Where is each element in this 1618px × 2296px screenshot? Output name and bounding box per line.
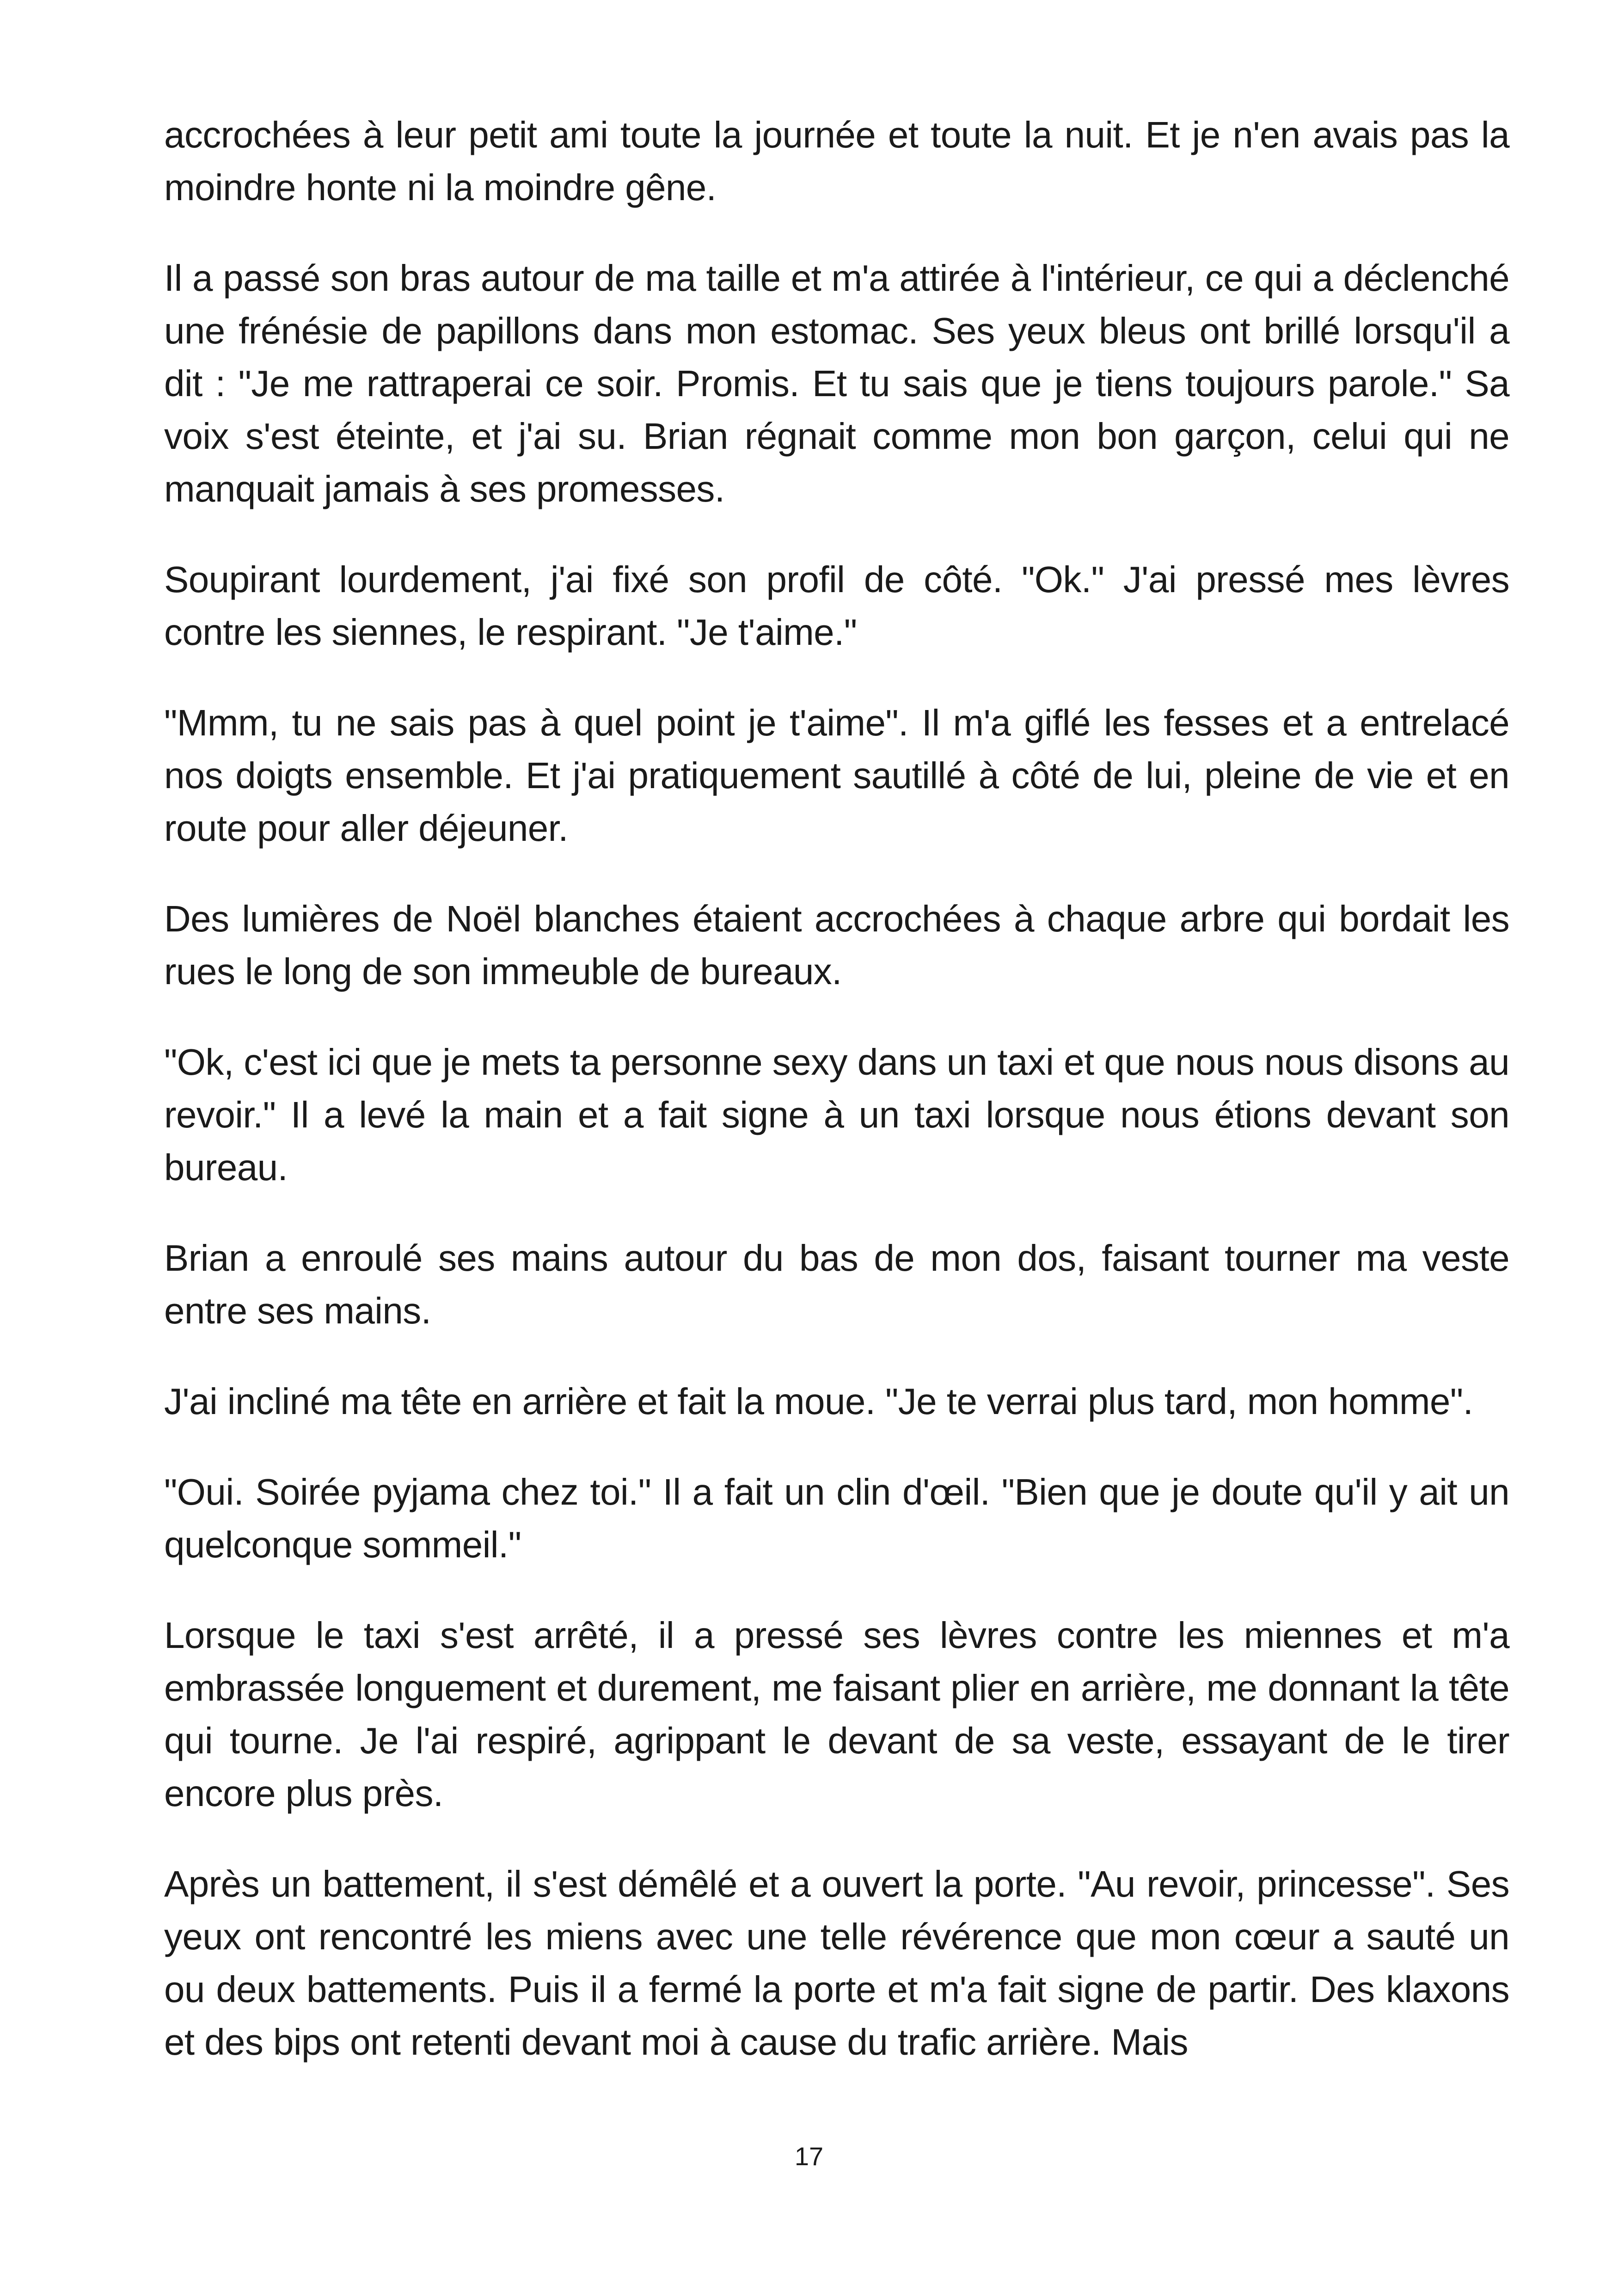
- paragraph: "Oui. Soirée pyjama chez toi." Il a fait un clin d'œil. "Bien que je doute qu'il y ait un quelconque sommeil.": [164, 1471, 1509, 1565]
- paragraph: Brian a enroulé ses mains autour du bas de mon dos, faisant tourner ma veste entre ses mains.: [164, 1237, 1509, 1331]
- paragraph: "Ok, c'est ici que je mets ta personne sexy dans un taxi et que nous nous disons au revoir." Il a levé la main et a fait signe à un taxi lorsque nous étions devant son bureau.: [164, 1041, 1509, 1188]
- paragraph: Il a passé son bras autour de ma taille et m'a attirée à l'intérieur, ce qui a déclenché une frénésie de papillons dans mon estomac. Ses yeux bleus ont brillé lorsqu'il a dit : "Je me rattraperai ce soir. Promis. Et tu sais que je tiens toujours parole." Sa voix s'est éteinte, et j'ai su. Brian régnait comme mon bon garçon, celui qui ne manquait jamais à ses promesses.: [164, 257, 1509, 509]
- paragraph: Après un battement, il s'est démêlé et a ouvert la porte. "Au revoir, princesse". Ses yeux ont rencontré les miens avec une telle révérence que mon cœur a sauté un ou deux battements. Puis il a fermé la porte et m'a fait signe de partir. Des klaxons et des bips ont retenti devant moi à cause du trafic arrière. Mais: [164, 1863, 1509, 2063]
- page-number: 17: [794, 2142, 824, 2171]
- paragraph: Des lumières de Noël blanches étaient accrochées à chaque arbre qui bordait les rues le long de son immeuble de bureaux.: [164, 898, 1509, 992]
- paragraph: "Mmm, tu ne sais pas à quel point je t'aime". Il m'a giflé les fesses et a entrelacé nos doigts ensemble. Et j'ai pratiquement sautillé à côté de lui, pleine de vie et en route pour aller déjeuner.: [164, 702, 1509, 849]
- page-body: [164, 109, 1509, 2106]
- paragraph: J'ai incliné ma tête en arrière et fait la moue. "Je te verrai plus tard, mon homme".: [164, 1381, 1473, 1422]
- paragraph: Soupirant lourdement, j'ai fixé son profil de côté. "Ok." J'ai pressé mes lèvres contre les siennes, le respirant. "Je t'aime.": [164, 559, 1509, 653]
- paragraph: Lorsque le taxi s'est arrêté, il a pressé ses lèvres contre les miennes et m'a embrassée longuement et durement, me faisant plier en arrière, me donnant la tête qui tourne. Je l'ai respiré, agrippant le devant de sa veste, essayant de le tirer encore plus près.: [164, 1615, 1509, 1814]
- paragraph: accrochées à leur petit ami toute la journée et toute la nuit. Et je n'en avais pas la moindre honte ni la moindre gêne.: [164, 114, 1509, 208]
